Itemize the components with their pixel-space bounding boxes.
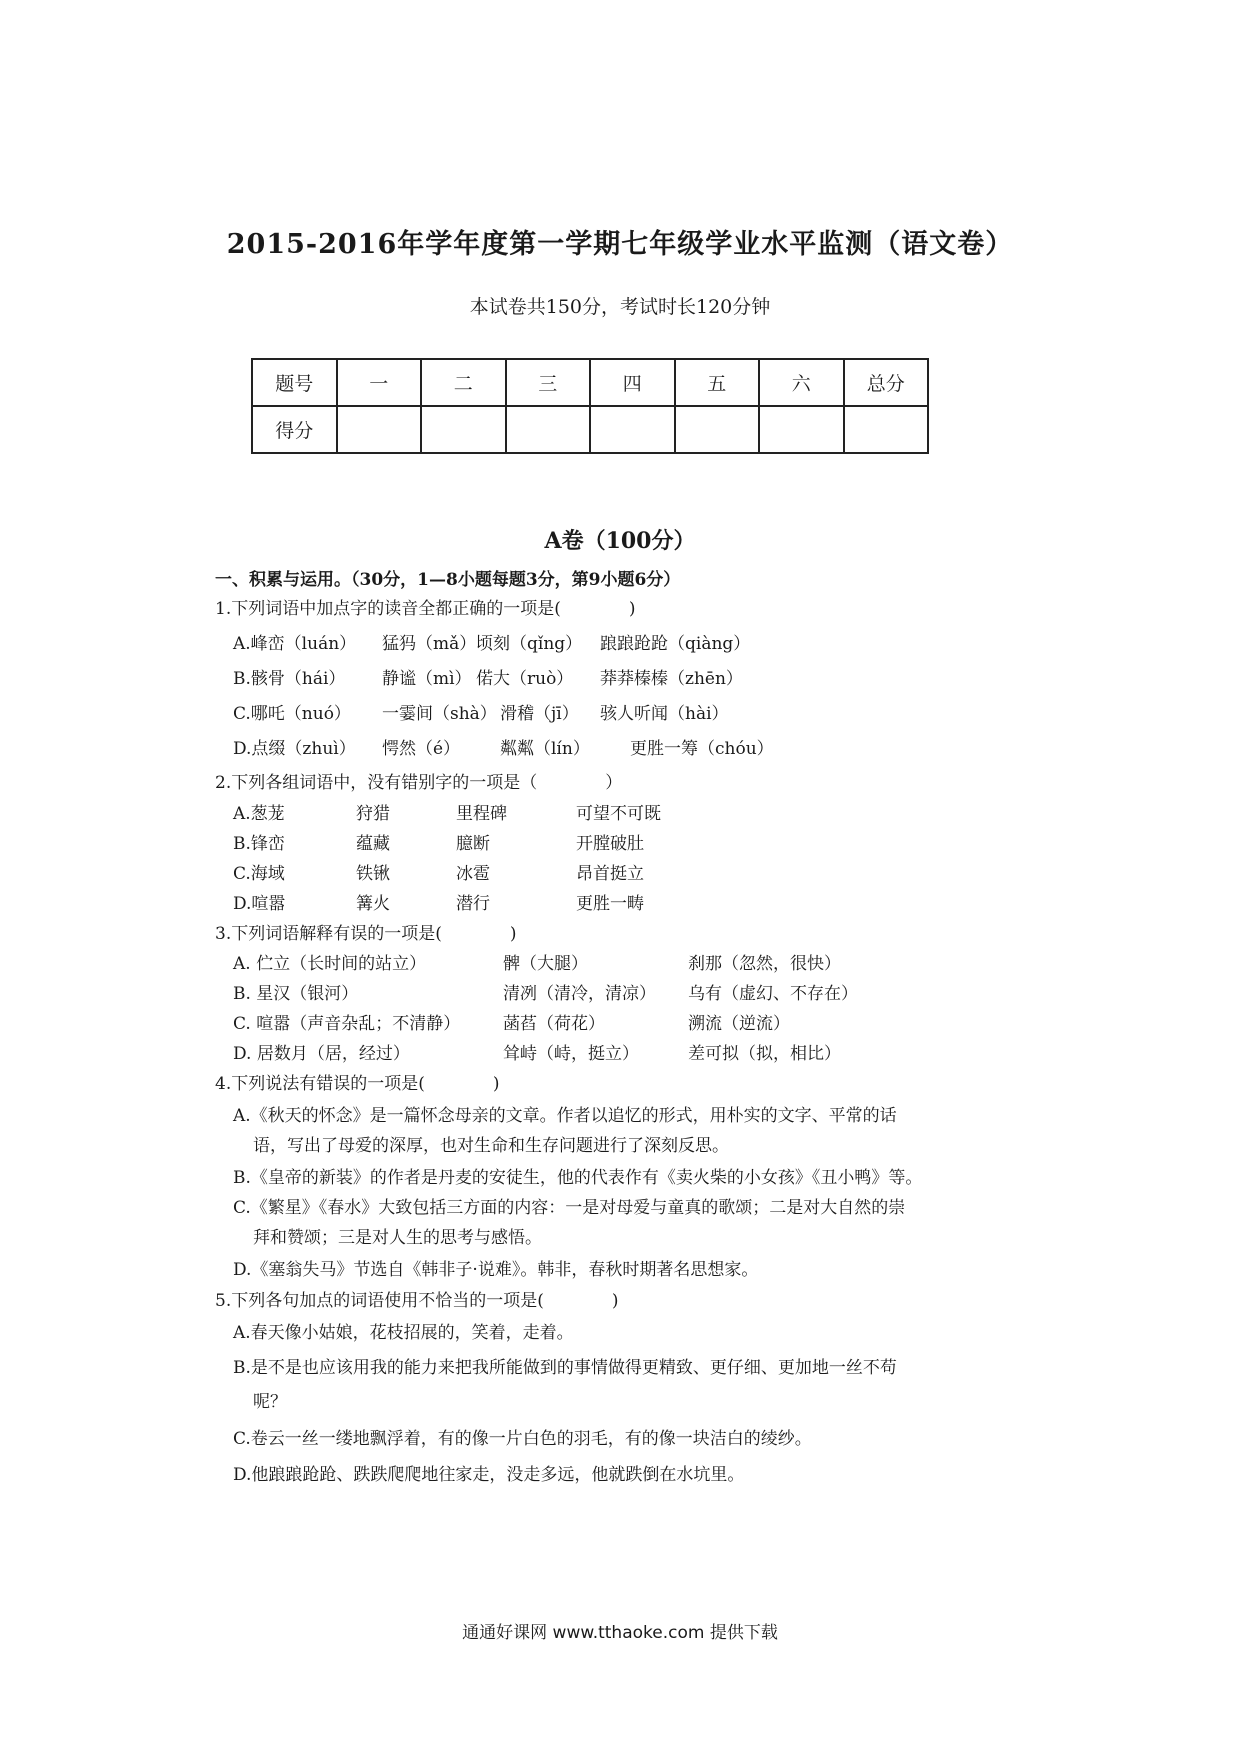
q3-option-d-item: 差可拟（拟，相比） (688, 1044, 841, 1064)
q2-option-a-item: 里程碑 (456, 804, 507, 824)
q1-option-d-item: 粼粼（lín） (500, 739, 590, 759)
q2-option-c-item: 冰雹 (456, 864, 490, 884)
footer-credit: 通通好课网 www.tthaoke.com 提供下载 (462, 1623, 778, 1643)
score-cell[interactable] (675, 406, 760, 453)
score-cell[interactable] (421, 406, 506, 453)
q3-option-a-item: 刹那（忽然，很快） (688, 954, 841, 974)
q3-option-a-item: 髀（大腿） (503, 954, 588, 974)
q2-option-c-item: C.海域 (233, 864, 285, 884)
q1-option-a-item: 猛犸（mǎ） (382, 634, 477, 654)
q3-option-b-item: B. 星汉（银河） (233, 984, 359, 1004)
q1-option-c-item: 一霎间（shà） (382, 704, 497, 724)
section-title: A卷（100分） (544, 528, 696, 554)
q5-option-a: A.春天像小姑娘，花枝招展的，笑着，走着。 (233, 1323, 574, 1343)
q1-option-b-item: 偌大（ruò） (476, 669, 574, 689)
q3-option-c-item: 溯流（逆流） (688, 1014, 790, 1034)
q3-option-d-item: 耸峙（峙，挺立） (503, 1044, 639, 1064)
score-cell[interactable] (844, 406, 929, 453)
q4-option-c-line1: C.《繁星》《春水》大致包括三方面的内容：一是对母爱与童真的歌颂；二是对大自然的崇 (233, 1198, 906, 1218)
score-table-header-cell: 二 (421, 359, 506, 406)
score-table-header-cell: 三 (506, 359, 591, 406)
q2-option-d-item: 篝火 (356, 894, 390, 914)
score-table-header-row (252, 359, 928, 406)
q3-stem: 3.下列词语解释有误的一项是( ) (215, 924, 517, 944)
q3-option-c-item: C. 喧嚣（声音杂乱；不清静） (233, 1014, 461, 1034)
q3-option-c-item: 菡萏（荷花） (503, 1014, 605, 1034)
score-table-header-cell: 五 (675, 359, 760, 406)
q2-option-c-item: 昂首挺立 (576, 864, 644, 884)
q2-option-a-item: 可望不可既 (576, 804, 661, 824)
q1-stem: 1.下列词语中加点字的读音全都正确的一项是( ) (215, 599, 636, 619)
q2-option-b-item: B.锋峦 (233, 834, 285, 854)
q2-option-a-item: 狩猎 (356, 804, 390, 824)
score-cell[interactable] (590, 406, 675, 453)
q3-option-d-item: D. 居数月（居，经过） (233, 1044, 410, 1064)
q3-option-a-item: A. 伫立（长时间的站立） (233, 954, 427, 974)
q2-option-c-item: 铁锹 (356, 864, 390, 884)
score-table-header-cell: 一 (337, 359, 422, 406)
score-row-label: 得分 (252, 406, 337, 453)
score-table-header-cell: 四 (590, 359, 675, 406)
q1-option-b-item: B.骸骨（hái） (233, 669, 346, 689)
score-cell[interactable] (759, 406, 844, 453)
q5-option-d: D.他踉踉跄跄、跌跌爬爬地往家走，没走多远，他就跌倒在水坑里。 (233, 1465, 745, 1485)
q5-stem: 5.下列各句加点的词语使用不恰当的一项是( ) (215, 1291, 619, 1311)
exam-subtitle: 本试卷共150分，考试时长120分钟 (469, 296, 771, 318)
part1-heading: 一、积累与运用。（30分，1—8小题每题3分，第9小题6分） (215, 570, 681, 590)
q1-option-c-item: 骇人听闻（hài） (600, 704, 729, 724)
score-cell[interactable] (337, 406, 422, 453)
score-table-header-cell: 六 (759, 359, 844, 406)
q2-option-b-item: 开膛破肚 (576, 834, 644, 854)
q1-option-d-item: D.点缀（zhuì） (233, 739, 356, 759)
score-table-header-cell: 题号 (252, 359, 337, 406)
q4-option-b: B.《皇帝的新装》的作者是丹麦的安徒生，他的代表作有《卖火柴的小女孩》《丑小鸭》等。 (233, 1168, 923, 1188)
q1-option-a-item: 顷刻（qǐng） (476, 634, 583, 654)
q2-option-d-item: 更胜一畴 (576, 894, 644, 914)
q1-option-a-item: 踉踉跄跄（qiàng） (600, 634, 751, 654)
q5-option-b-line2: 呢？ (253, 1392, 287, 1412)
q1-option-d-item: 愕然（é） (382, 739, 461, 759)
q2-option-d-item: 潜行 (456, 894, 490, 914)
q3-option-b-item: 清冽（清冷，清凉） (503, 984, 656, 1004)
q1-option-b-item: 莽莽榛榛（zhēn） (600, 669, 743, 689)
q4-option-a-line2: 语，写出了母爱的深厚，也对生命和生存问题进行了深刻反思。 (253, 1136, 729, 1156)
q1-option-c-item: 滑稽（jī） (500, 704, 579, 724)
q1-option-a-item: A.峰峦（luán） (233, 634, 357, 654)
q2-option-d-item: D.喧嚣 (233, 894, 286, 914)
q2-option-b-item: 臆断 (456, 834, 490, 854)
score-cell[interactable] (506, 406, 591, 453)
q1-option-c-item: C.哪吒（nuó） (233, 704, 351, 724)
score-table-header-cell: 总分 (844, 359, 929, 406)
q3-option-b-item: 乌有（虚幻、不存在） (688, 984, 858, 1004)
q2-option-b-item: 蕴藏 (356, 834, 390, 854)
score-table (251, 358, 929, 454)
q4-option-d: D.《塞翁失马》节选自《韩非子·说难》。韩非，春秋时期著名思想家。 (233, 1260, 759, 1280)
q4-stem: 4.下列说法有错误的一项是( ) (215, 1074, 500, 1094)
q1-option-b-item: 静谧（mì） (382, 669, 472, 689)
q4-option-c-line2: 拜和赞颂；三是对人生的思考与感悟。 (253, 1228, 542, 1248)
q1-option-d-item: 更胜一筹（chóu） (630, 739, 774, 759)
q2-stem: 2.下列各组词语中，没有错别字的一项是（ ） (215, 773, 623, 793)
q5-option-b-line1: B.是不是也应该用我的能力来把我所能做到的事情做得更精致、更仔细、更加地一丝不苟 (233, 1358, 897, 1378)
q4-option-a-line1: A.《秋天的怀念》是一篇怀念母亲的文章。作者以追忆的形式，用朴实的文字、平常的话 (233, 1106, 897, 1126)
score-table-score-row (252, 406, 928, 453)
exam-title: 2015-2016年学年度第一学期七年级学业水平监测（语文卷） (226, 229, 1014, 260)
q5-option-c: C.卷云一丝一缕地飘浮着，有的像一片白色的羽毛，有的像一块洁白的绫纱。 (233, 1429, 812, 1449)
q2-option-a-item: A.葱茏 (233, 804, 285, 824)
